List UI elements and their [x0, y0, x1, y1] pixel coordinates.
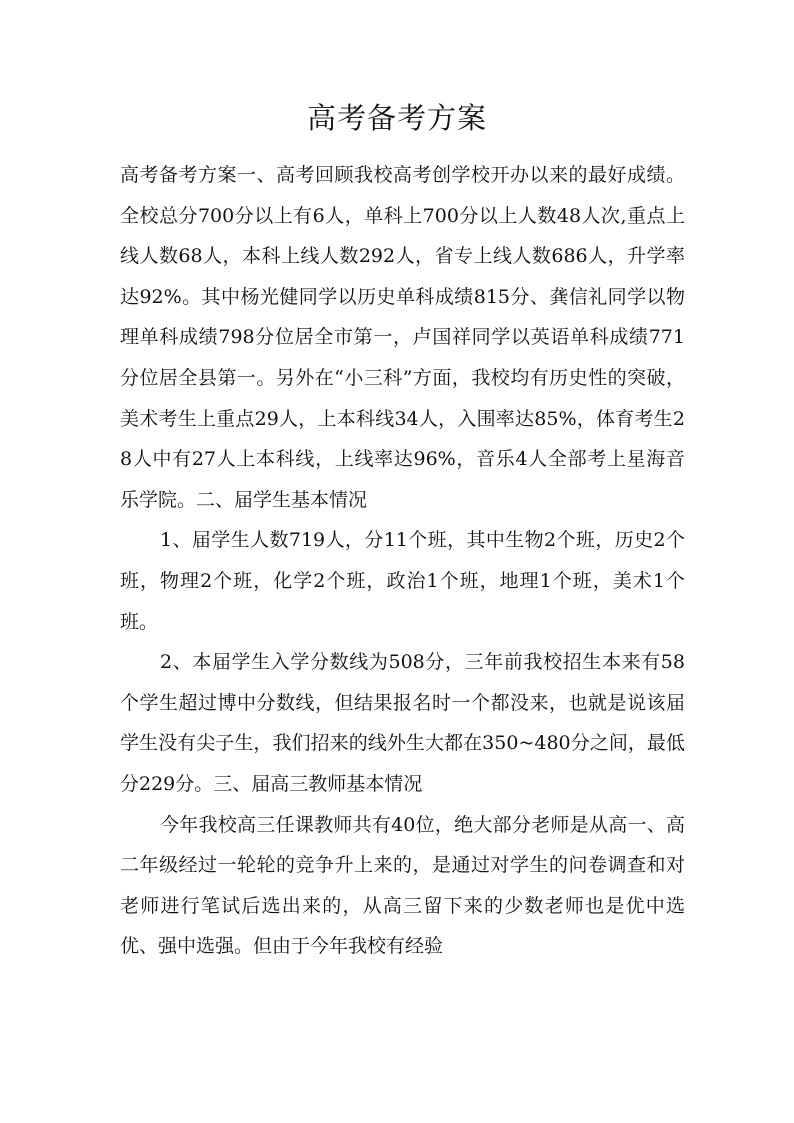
document-body — [120, 155, 685, 967]
document-title: 高考备考方案 — [306, 101, 487, 135]
paragraph-student-count: 1、届学生人数719人，分11个班，其中生物2个班，历史2个班，物理2个班，化学2个班，政治1个班，地理1个班，美术1个班。 — [120, 529, 685, 633]
paragraph-review: 高考备考方案一、高考回顾我校高考创学校开办以来的最好成绩。全校总分700分以上有6人，单科上700分以上人数48人次,重点上线人数68人，本科上线人数292人，省专上线人数686人，升学率达92%。其中杨光健同学以历史单科成绩815分、龚信礼同学以物理单科成绩798分位居全市第一，卢国祥同学以英语单科成绩771分位居全县第一。另外在“小三科”方面，我校均有历史性的突破，美术考生上重点29人，上本科线34人，入围率达85%，体育考生28人中有27人上本科线，上线率达96%，音乐4人全部考上星海音乐学院。二、届学生基本情况 — [120, 164, 685, 511]
paragraph-admission-score: 2、本届学生入学分数线为508分，三年前我校招生本来有58个学生超过博中分数线，但结果报名时一个都没来，也就是说该届学生没有尖子生，我们招来的线外生大都在350~480分之间，最低分229分。三、届高三教师基本情况 — [120, 651, 685, 795]
paragraph-teachers: 今年我校高三任课教师共有40位，绝大部分老师是从高一、高二年级经过一轮轮的竞争升上来的，是通过对学生的问卷调查和对老师进行笔试后选出来的，从高三留下来的少数老师也是优中选优、强中选强。但由于今年我校有经验 — [120, 813, 685, 958]
